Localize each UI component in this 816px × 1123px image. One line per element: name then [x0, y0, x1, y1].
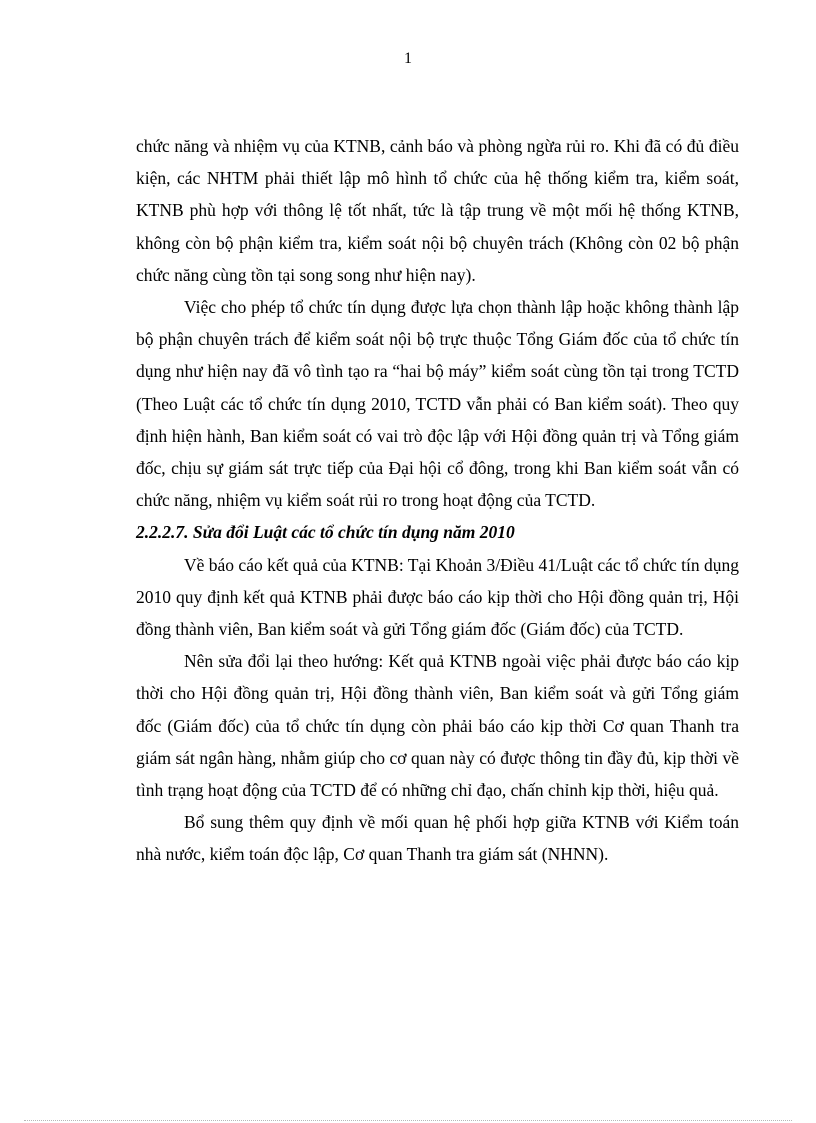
page-number: 1: [404, 50, 412, 67]
paragraph-continuation: chức năng và nhiệm vụ của KTNB, cảnh báo và phòng ngừa rủi ro. Khi đã có đủ điều kiện, các NHTM phải thiết lập mô hình tổ chức của hệ thống kiểm tra, kiểm soát, KTNB phù hợp với thông lệ tốt nhất, tức là tập trung về một mối hệ thống KTNB, không còn bộ phận kiểm tra, kiểm soát nội bộ chuyên trách (Không còn 02 bộ phận chức năng cùng tồn tại song song như hiện nay).: [136, 136, 739, 285]
section-heading: 2.2.2.7. Sửa đổi Luật các tổ chức tín dụng năm 2010: [136, 522, 515, 543]
paragraph-two-control-bodies: Việc cho phép tổ chức tín dụng được lựa chọn thành lập hoặc không thành lập bộ phận chuyên trách để kiểm soát nội bộ trực thuộc Tổng Giám đốc của tổ chức tín dụng như hiện nay đã vô tình tạo ra “hai bộ máy” kiểm soát cùng tồn tại trong TCTD (Theo Luật các tổ chức tín dụng 2010, TCTD vẫn phải có Ban kiểm soát). Theo quy định hiện hành, Ban kiểm soát có vai trò độc lập với Hội đồng quản trị và Tổng giám đốc, chịu sự giám sát trực tiếp của Đại hội cổ đông, trong khi Ban kiểm soát vẫn có chức năng, nhiệm vụ kiểm soát rủi ro trong hoạt động của TCTD.: [136, 297, 739, 511]
paragraph-reporting-results: Về báo cáo kết quả của KTNB: Tại Khoản 3/Điều 41/Luật các tổ chức tín dụng 2010 quy định kết quả KTNB phải được báo cáo kịp thời cho Hội đồng quản trị, Hội đồng thành viên, Ban kiểm soát và gửi Tổng giám đốc (Giám đốc) của TCTD.: [136, 554, 739, 640]
footer-divider: [24, 1120, 792, 1121]
paragraph-amendment-proposal: Nên sửa đổi lại theo hướng: Kết quả KTNB ngoài việc phải được báo cáo kịp thời cho Hội đồng quản trị, Hội đồng thành viên, Ban kiểm soát và gửi Tổng giám đốc (Giám đốc) của tổ chức tín dụng còn phải báo cáo kịp thời Cơ quan Thanh tra giám sát ngân hàng, nhằm giúp cho cơ quan này có được thông tin đầy đủ, kịp thời về tình trạng hoạt động của TCTD để có những chỉ đạo, chấn chỉnh kịp thời, hiệu quả.: [136, 651, 739, 801]
document-body: [136, 130, 739, 871]
paragraph-coordination: Bổ sung thêm quy định về mối quan hệ phối hợp giữa KTNB với Kiểm toán nhà nước, kiểm toán độc lập, Cơ quan Thanh tra giám sát (NHNN).: [136, 812, 739, 865]
